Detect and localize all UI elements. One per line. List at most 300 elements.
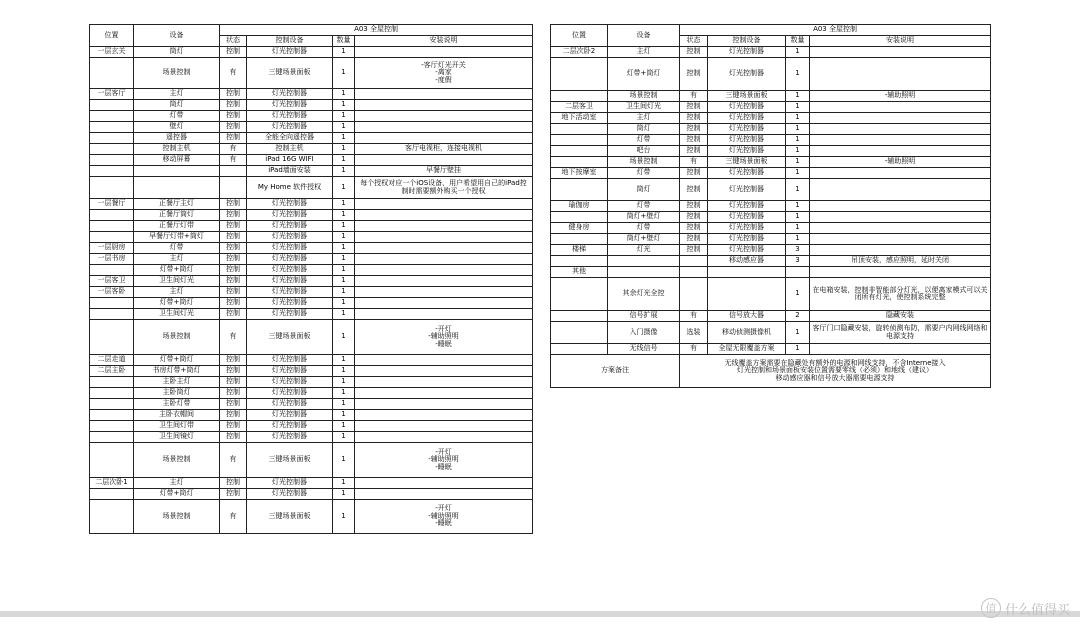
status-cell: 有 — [680, 311, 708, 322]
qty-cell: 1 — [333, 199, 355, 210]
qty-cell: 1 — [333, 210, 355, 221]
location-cell — [90, 443, 134, 478]
device-cell: 遥控器 — [134, 133, 220, 144]
control-device-cell: 灯光控制器 — [708, 223, 786, 234]
notes-cell: 客厅门口隐藏安装，旋转侦测布防，需要户内网线网络和电源支持 — [810, 322, 991, 344]
control-device-cell: 灯光控制器 — [247, 199, 333, 210]
table-row — [551, 256, 991, 267]
location-cell — [90, 500, 134, 534]
device-cell: 卫生间灯光 — [608, 102, 680, 113]
status-cell: 控制 — [220, 276, 247, 287]
status-cell: 选装 — [680, 322, 708, 344]
device-cell: 筒灯 — [134, 47, 220, 58]
notes-cell — [355, 287, 533, 298]
header-status: 状态 — [680, 36, 708, 47]
control-device-cell: 灯光控制器 — [708, 234, 786, 245]
device-cell: 主灯 — [134, 478, 220, 489]
device-cell: 筒灯+壁灯 — [608, 212, 680, 223]
table-row — [90, 276, 533, 287]
notes-cell — [810, 344, 991, 355]
location-cell — [551, 344, 608, 355]
device-cell: 场景控制 — [134, 58, 220, 89]
status-cell: 控制 — [220, 221, 247, 232]
device-cell: 主灯 — [608, 47, 680, 58]
device-cell: 主卧主灯 — [134, 377, 220, 388]
control-device-cell: 三键场景面板 — [247, 443, 333, 478]
table-row — [90, 144, 533, 155]
control-device-cell: 灯光控制器 — [708, 168, 786, 179]
notes-cell — [810, 58, 991, 91]
qty-cell: 1 — [333, 221, 355, 232]
qty-cell: 1 — [333, 265, 355, 276]
table-row — [90, 410, 533, 421]
notes-cell — [355, 89, 533, 100]
notes-cell — [355, 355, 533, 366]
location-cell — [90, 221, 134, 232]
table-row — [551, 58, 991, 91]
location-cell — [551, 256, 608, 267]
status-cell: 控制 — [680, 223, 708, 234]
table-row — [90, 421, 533, 432]
control-device-cell: 移动感应器 — [708, 256, 786, 267]
control-device-cell: 灯光控制器 — [247, 276, 333, 287]
device-cell: 筒灯+壁灯 — [608, 234, 680, 245]
table-row — [90, 298, 533, 309]
header-device: 设备 — [134, 25, 220, 47]
qty-cell: 1 — [333, 155, 355, 166]
location-cell — [90, 111, 134, 122]
qty-cell: 1 — [333, 100, 355, 111]
device-cell: 控制主机 — [134, 144, 220, 155]
control-device-cell: 灯光控制器 — [247, 399, 333, 410]
table-row — [90, 100, 533, 111]
control-device-cell: 灯光控制器 — [708, 113, 786, 124]
status-cell: 控制 — [680, 58, 708, 91]
table-row — [90, 133, 533, 144]
location-cell: 一层客卫 — [90, 276, 134, 287]
device-cell: 场景控制 — [134, 443, 220, 478]
qty-cell: 1 — [786, 201, 810, 212]
status-cell — [220, 177, 247, 199]
device-cell: 灯带+筒灯 — [134, 298, 220, 309]
table-row — [551, 201, 991, 212]
status-cell: 控制 — [680, 135, 708, 146]
status-cell: 有 — [680, 91, 708, 102]
control-device-cell: 灯光控制器 — [247, 243, 333, 254]
device-cell: 灯带+筒灯 — [134, 355, 220, 366]
qty-cell: 1 — [786, 91, 810, 102]
control-device-cell — [708, 278, 786, 311]
status-cell: 控制 — [220, 265, 247, 276]
qty-cell: 1 — [333, 478, 355, 489]
notes-cell — [810, 124, 991, 135]
control-device-cell: 三键场景面板 — [247, 500, 333, 534]
qty-cell: 1 — [333, 254, 355, 265]
control-device-cell: 灯光控制器 — [247, 122, 333, 133]
location-cell — [90, 177, 134, 199]
status-cell: 控制 — [220, 89, 247, 100]
left-control-table — [89, 24, 533, 534]
table-row — [90, 399, 533, 410]
location-cell: 健身房 — [551, 223, 608, 234]
control-device-cell: 灯光控制器 — [708, 47, 786, 58]
status-cell: 控制 — [680, 47, 708, 58]
location-cell — [90, 232, 134, 243]
location-cell: 楼梯 — [551, 245, 608, 256]
table-row — [90, 265, 533, 276]
control-device-cell: 信号放大器 — [708, 311, 786, 322]
table-row — [90, 254, 533, 265]
table-row — [90, 478, 533, 489]
location-cell — [90, 320, 134, 355]
qty-cell: 1 — [333, 276, 355, 287]
table-row — [551, 47, 991, 58]
location-cell — [90, 410, 134, 421]
notes-cell — [810, 113, 991, 124]
device-cell: 灯带+筒灯 — [134, 489, 220, 500]
qty-cell: 1 — [333, 366, 355, 377]
qty-cell: 1 — [786, 146, 810, 157]
location-cell — [90, 298, 134, 309]
device-cell: 灯带 — [608, 168, 680, 179]
table-row — [551, 179, 991, 201]
status-cell: 控制 — [220, 489, 247, 500]
control-device-cell: 灯光控制器 — [708, 146, 786, 157]
notes-cell — [355, 100, 533, 111]
header-location: 位置 — [90, 25, 134, 47]
header-qty: 数量 — [786, 36, 810, 47]
control-device-cell: 三键场景面板 — [708, 157, 786, 168]
device-cell — [134, 166, 220, 177]
qty-cell: 1 — [333, 309, 355, 320]
notes-cell — [810, 135, 991, 146]
qty-cell: 3 — [786, 256, 810, 267]
qty-cell: 1 — [333, 89, 355, 100]
status-cell: 控制 — [220, 421, 247, 432]
location-cell: 地下活动室 — [551, 113, 608, 124]
control-device-cell: iPad墙面安装 — [247, 166, 333, 177]
control-device-cell: 灯光控制器 — [247, 232, 333, 243]
qty-cell: 1 — [786, 212, 810, 223]
device-cell: 正餐厅灯带 — [134, 221, 220, 232]
table-row — [90, 155, 533, 166]
status-cell: 控制 — [220, 478, 247, 489]
location-cell — [90, 399, 134, 410]
footer-divider — [0, 611, 1080, 617]
device-cell: 灯带 — [608, 201, 680, 212]
device-cell: 主卧筒灯 — [134, 388, 220, 399]
status-cell: 控制 — [680, 124, 708, 135]
qty-cell: 1 — [786, 278, 810, 311]
device-cell: 正餐厅主灯 — [134, 199, 220, 210]
device-cell: 壁灯 — [134, 122, 220, 133]
qty-cell: 3 — [786, 245, 810, 256]
header-control-device: 控制设备 — [708, 36, 786, 47]
table-row — [551, 91, 991, 102]
status-cell: 控制 — [680, 245, 708, 256]
table-row — [551, 212, 991, 223]
device-cell: 场景控制 — [134, 500, 220, 534]
table-row — [90, 377, 533, 388]
notes-cell: -开灯 -辅助照明 -睡眠 — [355, 320, 533, 355]
status-cell: 控制 — [220, 199, 247, 210]
table-row — [551, 135, 991, 146]
header-group-title: A03 全屋控制 — [680, 25, 991, 36]
status-cell — [220, 166, 247, 177]
status-cell: 有 — [220, 58, 247, 89]
status-cell: 控制 — [220, 100, 247, 111]
table-row — [551, 344, 991, 355]
location-cell: 二层次卧1 — [90, 478, 134, 489]
device-cell: 灯带+筒灯 — [134, 265, 220, 276]
qty-cell: 1 — [786, 113, 810, 124]
device-cell: 主灯 — [608, 113, 680, 124]
notes-cell — [810, 267, 991, 278]
location-cell — [90, 166, 134, 177]
control-device-cell: 灯光控制器 — [247, 89, 333, 100]
qty-cell: 1 — [333, 177, 355, 199]
table-row — [551, 157, 991, 168]
status-cell — [680, 278, 708, 311]
device-cell: 主灯 — [134, 287, 220, 298]
device-cell: 灯带 — [134, 243, 220, 254]
qty-cell: 1 — [333, 355, 355, 366]
status-cell: 控制 — [680, 201, 708, 212]
status-cell: 控制 — [680, 146, 708, 157]
notes-cell — [355, 410, 533, 421]
table-row — [551, 124, 991, 135]
qty-cell: 1 — [333, 443, 355, 478]
table-row — [551, 245, 991, 256]
table-row — [90, 432, 533, 443]
watermark-text: 什么值得买 — [1004, 602, 1070, 618]
notes-cell — [810, 146, 991, 157]
location-cell — [90, 58, 134, 89]
qty-cell: 1 — [786, 135, 810, 146]
header-control-device: 控制设备 — [247, 36, 333, 47]
device-cell: 主灯 — [134, 89, 220, 100]
control-device-cell: 灯光控制器 — [247, 265, 333, 276]
table-row — [90, 355, 533, 366]
table-row — [90, 243, 533, 254]
device-cell: 正餐厅筒灯 — [134, 210, 220, 221]
qty-cell: 1 — [333, 243, 355, 254]
control-device-cell: 灯光控制器 — [247, 298, 333, 309]
device-cell: 主卧衣帽间 — [134, 410, 220, 421]
status-cell: 有 — [220, 443, 247, 478]
qty-cell: 1 — [786, 124, 810, 135]
location-cell — [90, 265, 134, 276]
notes-cell — [810, 168, 991, 179]
table-row — [90, 210, 533, 221]
location-cell — [90, 144, 134, 155]
device-cell — [608, 267, 680, 278]
notes-cell — [355, 366, 533, 377]
notes-cell — [355, 298, 533, 309]
notes-cell: -客厅灯光开关 -离家 -度假 — [355, 58, 533, 89]
control-device-cell: 灯光控制器 — [247, 287, 333, 298]
location-cell — [551, 58, 608, 91]
qty-cell — [786, 267, 810, 278]
control-device-cell: 灯光控制器 — [708, 245, 786, 256]
remarks-text: 无线覆盖方案需要在隐藏处有额外的电源和网线支持，不含Interne接入 灯光控制和场景面板安装位置需要零线（必须）和地线（建议） 移动感应器和信号放大器需要电源支持 — [680, 355, 991, 388]
location-cell — [90, 489, 134, 500]
notes-cell — [355, 155, 533, 166]
table-row — [551, 278, 991, 311]
qty-cell: 1 — [333, 133, 355, 144]
qty-cell: 1 — [786, 344, 810, 355]
header-notes: 安装说明 — [810, 36, 991, 47]
notes-cell — [810, 179, 991, 201]
qty-cell: 1 — [333, 377, 355, 388]
status-cell: 控制 — [220, 377, 247, 388]
notes-cell — [355, 221, 533, 232]
device-cell: 场景控制 — [608, 91, 680, 102]
notes-cell — [355, 276, 533, 287]
qty-cell: 1 — [333, 489, 355, 500]
control-device-cell: 灯光控制器 — [247, 366, 333, 377]
control-device-cell: 灯光控制器 — [708, 102, 786, 113]
status-cell: 控制 — [220, 210, 247, 221]
location-cell — [90, 155, 134, 166]
device-cell: 入门摄像 — [608, 322, 680, 344]
device-cell — [134, 177, 220, 199]
notes-cell — [810, 234, 991, 245]
table-row — [90, 309, 533, 320]
location-cell: 地下按摩室 — [551, 168, 608, 179]
status-cell: 有 — [220, 320, 247, 355]
control-device-cell: 三键场景面板 — [247, 320, 333, 355]
location-cell — [551, 311, 608, 322]
control-device-cell: 灯光控制器 — [708, 124, 786, 135]
table-row — [551, 267, 991, 278]
table-row — [90, 221, 533, 232]
table-row — [90, 177, 533, 199]
table-row — [90, 320, 533, 355]
table-row — [90, 199, 533, 210]
control-device-cell: 灯光控制器 — [708, 58, 786, 91]
control-device-cell: 灯光控制器 — [247, 221, 333, 232]
control-device-cell: 灯光控制器 — [708, 212, 786, 223]
qty-cell: 1 — [333, 144, 355, 155]
location-cell: 其他 — [551, 267, 608, 278]
status-cell: 控制 — [220, 355, 247, 366]
qty-cell: 2 — [786, 311, 810, 322]
status-cell: 控制 — [680, 168, 708, 179]
location-cell — [90, 210, 134, 221]
location-cell: 一层玄关 — [90, 47, 134, 58]
status-cell: 控制 — [220, 432, 247, 443]
qty-cell: 1 — [333, 47, 355, 58]
control-device-cell: 灯光控制器 — [708, 135, 786, 146]
device-cell: 早餐厅灯带+筒灯 — [134, 232, 220, 243]
header-location: 位置 — [551, 25, 608, 47]
control-device-cell: 移动侦测摄像机 — [708, 322, 786, 344]
control-device-cell: 灯光控制器 — [247, 478, 333, 489]
control-device-cell: 灯光控制器 — [247, 210, 333, 221]
qty-cell: 1 — [333, 432, 355, 443]
table-row — [551, 102, 991, 113]
qty-cell: 1 — [333, 399, 355, 410]
notes-cell: 隐藏安装 — [810, 311, 991, 322]
device-cell: 灯带+筒灯 — [608, 58, 680, 91]
notes-cell — [810, 212, 991, 223]
control-device-cell: 全屋无限覆盖方案 — [708, 344, 786, 355]
device-cell: 筒灯 — [608, 179, 680, 201]
notes-cell — [355, 243, 533, 254]
qty-cell: 1 — [333, 320, 355, 355]
status-cell: 控制 — [680, 113, 708, 124]
table-row — [551, 234, 991, 245]
control-device-cell: 灯光控制器 — [247, 254, 333, 265]
notes-cell: -开灯 -辅助照明 -睡眠 — [355, 443, 533, 478]
device-cell: 其余灯光全控 — [608, 278, 680, 311]
status-cell — [680, 256, 708, 267]
control-device-cell: 灯光控制器 — [247, 421, 333, 432]
status-cell: 控制 — [220, 410, 247, 421]
qty-cell: 1 — [333, 410, 355, 421]
device-cell: 主卧灯带 — [134, 399, 220, 410]
control-device-cell: My Home 软件授权 — [247, 177, 333, 199]
notes-cell — [810, 223, 991, 234]
right-control-table — [550, 24, 991, 388]
location-cell — [551, 234, 608, 245]
location-cell — [551, 91, 608, 102]
status-cell: 控制 — [220, 287, 247, 298]
device-cell: 卫生间灯光 — [134, 276, 220, 287]
control-device-cell: iPad 16G WIFI — [247, 155, 333, 166]
device-cell: 无线信号 — [608, 344, 680, 355]
status-cell: 控制 — [220, 366, 247, 377]
notes-cell — [355, 421, 533, 432]
qty-cell: 1 — [786, 168, 810, 179]
device-cell: 场景控制 — [134, 320, 220, 355]
table-row — [90, 366, 533, 377]
qty-cell: 1 — [786, 234, 810, 245]
control-device-cell: 灯光控制器 — [247, 410, 333, 421]
status-cell: 控制 — [220, 298, 247, 309]
device-cell: 灯光 — [608, 245, 680, 256]
location-cell — [90, 388, 134, 399]
location-cell — [551, 278, 608, 311]
status-cell: 控制 — [220, 388, 247, 399]
watermark-logo-icon: 值 — [981, 598, 1001, 618]
location-cell — [551, 157, 608, 168]
status-cell: 控制 — [220, 399, 247, 410]
status-cell: 控制 — [220, 232, 247, 243]
qty-cell: 1 — [786, 102, 810, 113]
notes-cell — [810, 201, 991, 212]
notes-cell: 客厅电视柜，连接电视机 — [355, 144, 533, 155]
status-cell: 控制 — [680, 234, 708, 245]
notes-cell — [355, 133, 533, 144]
table-row — [90, 111, 533, 122]
watermark — [981, 598, 1070, 618]
header-notes: 安装说明 — [355, 36, 533, 47]
table-row — [551, 311, 991, 322]
qty-cell: 1 — [786, 58, 810, 91]
notes-cell: -开灯 -辅助照明 -睡眠 — [355, 500, 533, 534]
table-row — [90, 500, 533, 534]
location-cell: 二层次卧2 — [551, 47, 608, 58]
control-device-cell: 灯光控制器 — [247, 355, 333, 366]
control-device-cell: 灯光控制器 — [247, 377, 333, 388]
status-cell: 控制 — [680, 212, 708, 223]
control-device-cell: 三键场景面板 — [708, 91, 786, 102]
status-cell: 控制 — [220, 47, 247, 58]
status-cell: 有 — [220, 144, 247, 155]
status-cell: 控制 — [220, 122, 247, 133]
